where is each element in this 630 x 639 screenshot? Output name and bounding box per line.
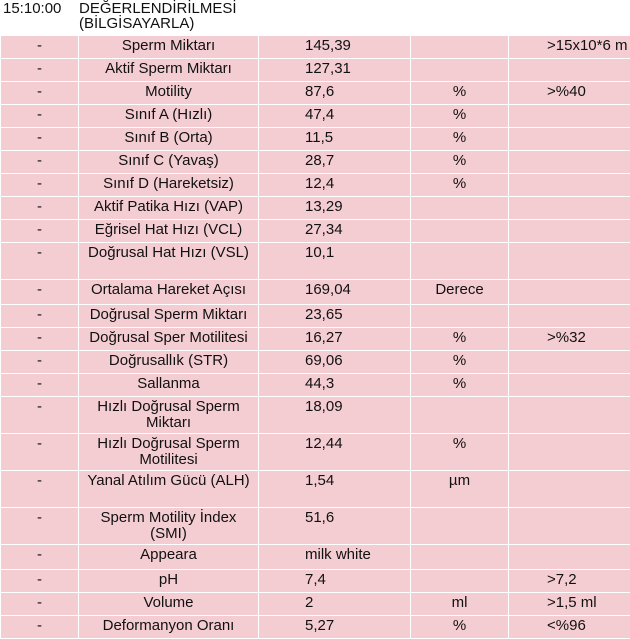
row-unit: % [411,616,509,639]
row-dash: - [1,351,79,374]
row-label: Sınıf D (Hareketsiz) [79,174,259,197]
table-row [1,570,630,593]
row-unit: % [411,82,509,105]
row-unit [411,570,509,593]
table-row [1,280,630,305]
table-row [1,471,630,508]
row-dash: - [1,471,79,508]
row-label: Volume [79,593,259,616]
row-label: Sınıf C (Yavaş) [79,151,259,174]
row-label: Deformanyon Oranı [79,616,259,639]
row-value: 12,4 [259,174,411,197]
row-dash: - [1,151,79,174]
header-cell-empty [411,1,509,36]
row-dash: - [1,397,79,434]
row-label: Doğrusal Sper Motilitesi [79,328,259,351]
row-reference [509,151,630,174]
row-reference [509,351,630,374]
row-value: 27,34 [259,220,411,243]
table-row [1,351,630,374]
row-label: Aktif Patika Hızı (VAP) [79,197,259,220]
row-value: milk white [259,545,411,570]
row-dash: - [1,280,79,305]
row-value: 28,7 [259,151,411,174]
row-unit [411,59,509,82]
row-dash: - [1,243,79,280]
row-unit: % [411,105,509,128]
row-reference: >%40 [509,82,630,105]
header-cell-empty [509,1,630,36]
row-dash: - [1,545,79,570]
row-unit [411,36,509,59]
row-label: Motility [79,82,259,105]
row-reference [509,374,630,397]
row-dash: - [1,36,79,59]
table-row [1,243,630,280]
row-reference [509,471,630,508]
row-label: Ortalama Hareket Açısı [79,280,259,305]
row-value: 16,27 [259,328,411,351]
row-value: 23,65 [259,305,411,328]
row-label: Sperm Miktarı [79,36,259,59]
row-reference: >%32 [509,328,630,351]
row-reference [509,243,630,280]
table-row [1,616,630,639]
row-label: Aktif Sperm Miktarı [79,59,259,82]
row-dash: - [1,434,79,471]
row-dash: - [1,197,79,220]
header-time: 15:10:00 [1,1,79,36]
table-row [1,545,630,570]
row-reference [509,545,630,570]
row-value: 2 [259,593,411,616]
row-dash: - [1,59,79,82]
table-row [1,508,630,545]
row-reference: >1,5 ml [509,593,630,616]
header-title-line1: DEĞERLENDİRİLMESİ [79,1,258,16]
row-value: 44,3 [259,374,411,397]
row-reference [509,105,630,128]
row-dash: - [1,374,79,397]
row-reference: >15x10*6 m [509,36,630,59]
row-dash: - [1,593,79,616]
row-unit: Derece [411,280,509,305]
row-dash: - [1,128,79,151]
table-row [1,397,630,434]
row-value: 13,29 [259,197,411,220]
row-label: Hızlı Doğrusal Sperm Motilitesi [79,434,259,471]
row-value: 18,09 [259,397,411,434]
header-title-line2: (BİLGİSAYARLA) [79,16,258,31]
row-value: 127,31 [259,59,411,82]
row-unit: µm [411,471,509,508]
row-unit: % [411,128,509,151]
row-dash: - [1,105,79,128]
row-label: Eğrisel Hat Hızı (VCL) [79,220,259,243]
row-label: Yanal Atılım Gücü (ALH) [79,471,259,508]
row-reference [509,174,630,197]
row-dash: - [1,220,79,243]
row-unit [411,397,509,434]
row-label: Doğrusal Hat Hızı (VSL) [79,243,259,280]
row-reference [509,397,630,434]
table-row [1,593,630,616]
table-row [1,36,630,59]
table-row [1,151,630,174]
row-unit: % [411,434,509,471]
row-unit [411,243,509,280]
row-value: 12,44 [259,434,411,471]
header-title [79,1,259,36]
row-dash: - [1,508,79,545]
row-dash: - [1,305,79,328]
row-value: 47,4 [259,105,411,128]
header-row [1,1,630,36]
row-unit: ml [411,593,509,616]
row-value: 69,06 [259,351,411,374]
table-row [1,128,630,151]
row-dash: - [1,616,79,639]
table-row [1,328,630,351]
row-value: 145,39 [259,36,411,59]
row-reference [509,280,630,305]
row-reference [509,59,630,82]
row-reference: <%96 [509,616,630,639]
row-reference [509,220,630,243]
table-row [1,59,630,82]
row-label: Sallanma [79,374,259,397]
row-reference [509,434,630,471]
row-dash: - [1,82,79,105]
row-value: 169,04 [259,280,411,305]
table-row [1,174,630,197]
row-value: 1,54 [259,471,411,508]
row-unit: % [411,174,509,197]
row-unit [411,220,509,243]
row-unit [411,305,509,328]
table-row [1,305,630,328]
table-row [1,82,630,105]
row-dash: - [1,174,79,197]
row-unit [411,545,509,570]
row-value: 7,4 [259,570,411,593]
row-label: Sınıf A (Hızlı) [79,105,259,128]
row-value: 51,6 [259,508,411,545]
row-value: 5,27 [259,616,411,639]
row-unit: % [411,328,509,351]
row-reference [509,128,630,151]
table-row [1,105,630,128]
row-unit [411,197,509,220]
row-label: pH [79,570,259,593]
row-label: Appeara [79,545,259,570]
row-reference [509,508,630,545]
row-unit [411,508,509,545]
table-row [1,434,630,471]
row-unit: % [411,351,509,374]
table-row [1,374,630,397]
row-value: 10,1 [259,243,411,280]
row-dash: - [1,570,79,593]
row-label: Doğrusallık (STR) [79,351,259,374]
table-row [1,220,630,243]
row-reference [509,197,630,220]
row-unit: % [411,151,509,174]
row-label: Doğrusal Sperm Miktarı [79,305,259,328]
header-cell-empty [259,1,411,36]
row-label: Hızlı Doğrusal Sperm Miktarı [79,397,259,434]
row-reference: >7,2 [509,570,630,593]
row-unit: % [411,374,509,397]
row-label: Sperm Motility İndex (SMI) [79,508,259,545]
row-value: 87,6 [259,82,411,105]
row-dash: - [1,328,79,351]
row-label: Sınıf B (Orta) [79,128,259,151]
row-value: 11,5 [259,128,411,151]
table-row [1,197,630,220]
row-reference [509,305,630,328]
